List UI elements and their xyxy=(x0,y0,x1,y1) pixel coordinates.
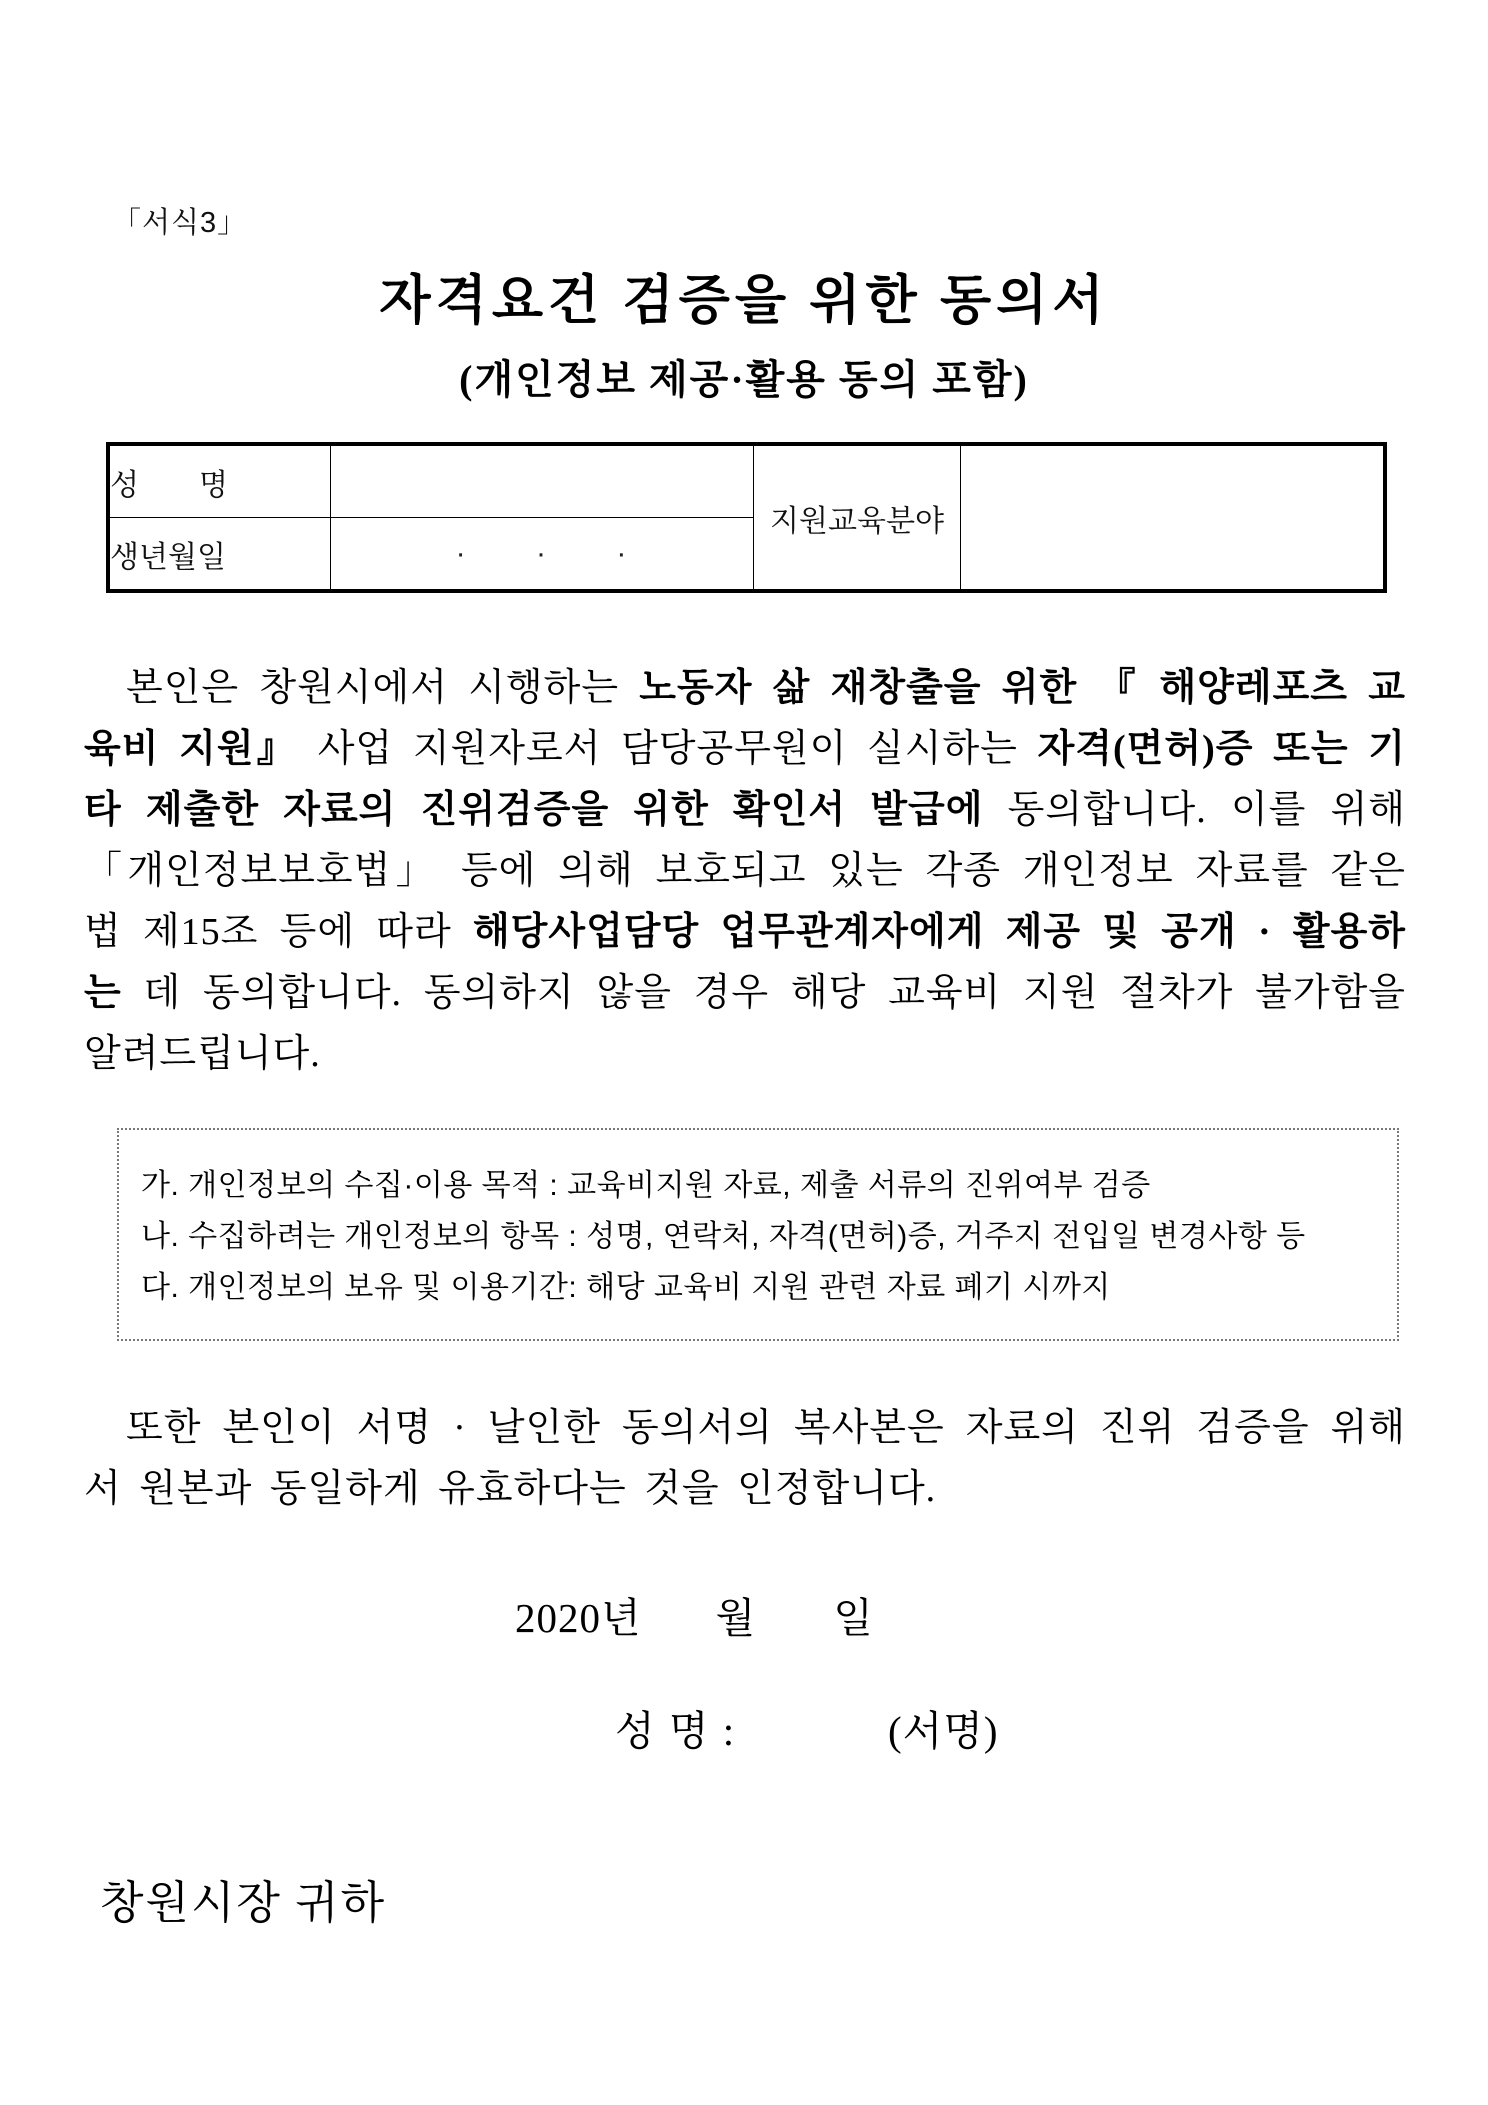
form-number-label: 「서식3」 xyxy=(112,207,248,239)
signer-name-label: 성 명 : xyxy=(615,1708,737,1754)
privacy-info-box xyxy=(117,1128,1399,1341)
consent-run-normal: 본인은 창원시에서 시행하는 xyxy=(126,667,640,709)
consent-run-bold-verification: 자격(면허)증 또는 기타 제출한 자료의 진위검증을 위한 확인서 발급에 xyxy=(84,728,1406,831)
date-line xyxy=(515,1585,874,1644)
privacy-item-purpose: 가. 개인정보의 수집·이용 목적 : 교육비지원 자료, 제출 서류의 진위여부 검증 xyxy=(141,1169,1151,1202)
signature-line xyxy=(0,1698,1488,1758)
education-field-label: 지원교육분야 xyxy=(754,444,961,591)
privacy-item-retention: 다. 개인정보의 보유 및 이용기간: 해당 교육비 지원 관련 자료 폐기 시까지 xyxy=(141,1271,1111,1304)
addressee: 창원시장 귀하 xyxy=(100,1878,387,1928)
education-field-value-cell xyxy=(961,444,1386,591)
date-month: 월 xyxy=(715,1595,757,1641)
name-label: 성 명 xyxy=(108,444,331,518)
document-subtitle: (개인정보 제공·활용 동의 포함) xyxy=(459,357,1029,402)
consent-run-bold-program: 노동자 삶 재창출을 위한 『 해양레포츠 교육비 지원』 xyxy=(84,667,1406,770)
copy-validity-paragraph: 또한 본인이 서명 · 날인한 동의서의 복사본은 자료의 진위 검증을 위해서 원본과 동일하게 유효하다는 것을 인정합니다. xyxy=(84,1407,1406,1510)
privacy-item-collected: 나. 수집하려는 개인정보의 항목 : 성명, 연락처, 자격(면허)증, 거주지 전입일 변경사항 등 xyxy=(141,1220,1306,1253)
signature-hint: (서명) xyxy=(888,1708,999,1754)
consent-run-normal: 데 동의합니다. 동의하지 않을 경우 해당 교육비 지원 절차가 불가함을 알려드립니다. xyxy=(84,972,1406,1075)
consent-run-normal: 동의합니다. 이를 위해 「개인정보보호법」 등에 의해 보호되고 있는 각종 개인정보 자료를 같은 법 제15조 등에 따라 xyxy=(84,789,1406,953)
birthdate-label: 생년월일 xyxy=(108,518,331,592)
consent-run-normal: 사업 지원자로서 담당공무원이 실시하는 xyxy=(297,728,1038,770)
date-year: 2020년 xyxy=(515,1595,642,1641)
date-day: 일 xyxy=(833,1595,874,1641)
document-title: 자격요건 검증을 위한 동의서 xyxy=(379,272,1109,330)
birthdate-value-cell: · · · xyxy=(331,518,754,592)
table-row-name xyxy=(108,444,1385,518)
name-value-cell xyxy=(331,444,754,518)
consent-paragraph xyxy=(84,658,1406,1085)
applicant-info-table xyxy=(106,442,1387,593)
consent-run-bold-disclosure: 해당사업담당 업무관계자에게 제공 및 공개 · 활용하는 xyxy=(84,911,1406,1014)
